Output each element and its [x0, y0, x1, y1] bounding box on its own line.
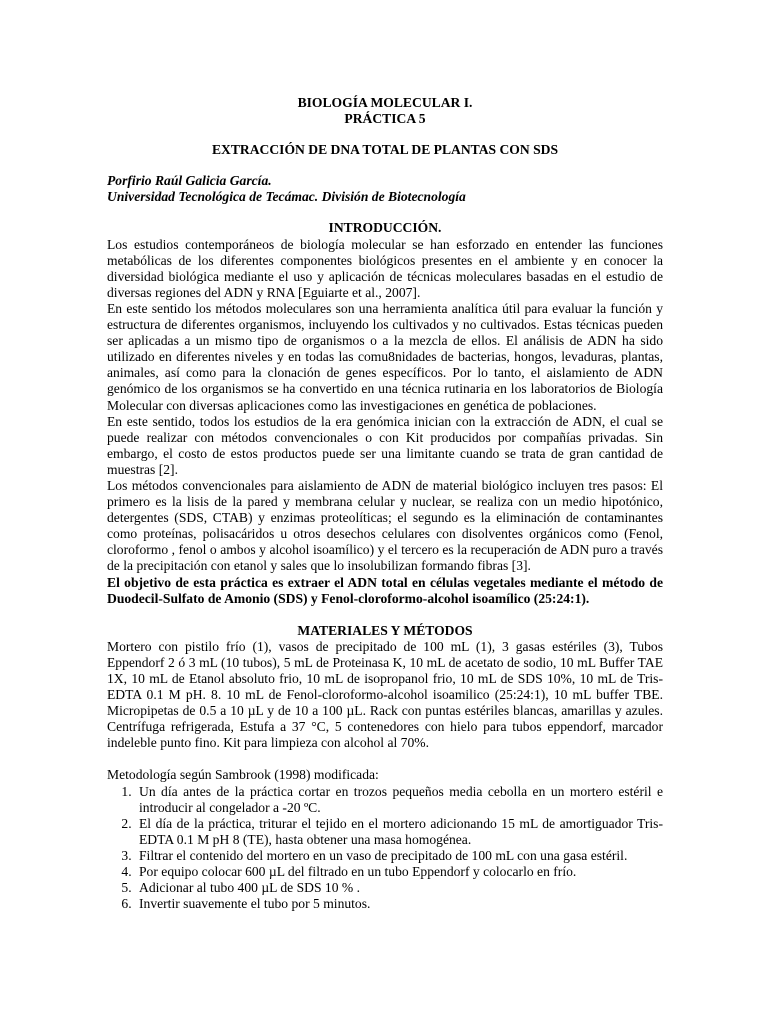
method-step: 1. Un día antes de la práctica cortar en trozos pequeños media cebolla en un mortero estéril e introducir al congelador a -20 ºC. [135, 784, 663, 816]
intro-paragraph: Los estudios contemporáneos de biología molecular se han esforzado en entender las funciones metabólicas de los diferentes componentes biológicos presentes en el ambiente y en conocer la diversidad biológica mediante el uso y aplicación de técnicas moleculares basadas en el estudio de diversas regiones del ADN y RNA [Eguiarte et al., 2007]. [107, 236, 663, 300]
method-steps-list [107, 784, 663, 913]
document-title: EXTRACCIÓN DE DNA TOTAL DE PLANTAS CON SDS [211, 142, 559, 158]
intro-paragraph: Los métodos convencionales para aislamiento de ADN de material biológico incluyen tres pasos: El primero es la lisis de la pared y membrana celular y nuclear, se realiza con un medio hipotónico, detergentes (SDS, CTAB) y enzimas proteolíticas; el segundo es la eliminación de contaminantes como proteínas, polisacáridos u otros desechos celulares con disolventes orgánicos como (Fenol, cloroformo , fenol o ambos y alcohol isoamílico) y el tercero es la recuperación de ADN puro a través de la precipitación con etanol y sales que lo insolubilizan formando fibras [3]. [107, 477, 663, 574]
author-affiliation: Universidad Tecnológica de Tecámac. División de Biotecnología [107, 189, 466, 205]
method-step: 3. Filtrar el contenido del mortero en un vaso de precipitado de 100 mL con una gasa estéril. [135, 848, 663, 864]
intro-paragraph: En este sentido los métodos moleculares son una herramienta analítica útil para evaluar la función y estructura de diferentes organismos, incluyendo los cultivados y no cultivados. Estas técnicas pueden ser aplicadas a un mismo tipo de organismos o a la mezcla de ellos. El análisis de ADN ha sido utilizado en diferentes niveles y en todas las comu8nidades de bacterias, hongos, levaduras, plantas, animales, así como para la clonación de genes específicos. Por lo tanto, el aislamiento de ADN genómico de los organismos se ha convertido en una técnica rutinaria en los laboratorios de Biología Molecular con diversas aplicaciones como las investigaciones en genética de poblaciones. [107, 300, 663, 413]
method-intro: Metodología según Sambrook (1998) modificada: [107, 767, 379, 783]
method-step: 4. Por equipo colocar 600 µL del filtrado en un tubo Eppendorf y colocarlo en frío. [135, 864, 663, 880]
method-step: 5. Adicionar al tubo 400 µL de SDS 10 % . [135, 880, 663, 896]
practice-number: PRÁCTICA 5 [344, 111, 426, 127]
intro-paragraph: En este sentido, todos los estudios de la era genómica inician con la extracción de ADN, el cual se puede realizar con métodos convencionales o con Kit producidos por compañías privadas. Sin embargo, el costo de estos productos puede ser una limitante cuando se trata de gran cantidad de muestras [2]. [107, 413, 663, 477]
introduction-heading: INTRODUCCIÓN. [328, 220, 442, 236]
course-title: BIOLOGÍA MOLECULAR I. [297, 95, 473, 110]
materials-heading: MATERIALES Y MÉTODOS [297, 622, 473, 638]
objective-paragraph: El objetivo de esta práctica es extraer el ADN total en células vegetales mediante el método de Duodecil-Sulfato de Amonio (SDS) y Fenol-cloroformo-alcohol isoamílico (25:24:1). [107, 574, 663, 606]
page-content [107, 95, 663, 912]
author-name: Porfirio Raúl Galicia García. [107, 173, 272, 189]
method-step: 2. El día de la práctica, triturar el tejido en el mortero adicionando 15 mL de amortiguador Tris-EDTA 0.1 M pH 8 (TE), hasta obtener una masa homogénea. [135, 816, 663, 848]
method-step: 6. Invertir suavemente el tubo por 5 minutos. [135, 896, 663, 912]
materials-paragraph: Mortero con pistilo frío (1), vasos de precipitado de 100 mL (1), 3 gasas estériles (3), Tubos Eppendorf 2 ó 3 mL (10 tubos), 5 mL de Proteinasa K, 10 mL de acetato de sodio, 10 mL Buffer TAE 1X, 10 mL de Etanol absoluto frio, 10 mL de isopropanol frio, 10 mL de SDS 10%, 10 mL de Tris-EDTA 0.1 M pH. 8. 10 mL de Fenol-cloroformo-alcohol isoamilico (25:24:1), 10 mL buffer TBE. Micropipetas de 0.5 a 10 µL y de 10 a 100 µL. Rack con puntas estériles blancas, amarillas y azules. Centrífuga refrigerada, Estufa a 37 °C, 5 contenedores con hielo para tubos eppendorf, marcador indeleble punto fino. Kit para limpieza con alcohol al 70%. [107, 638, 663, 751]
author-block [107, 173, 663, 205]
